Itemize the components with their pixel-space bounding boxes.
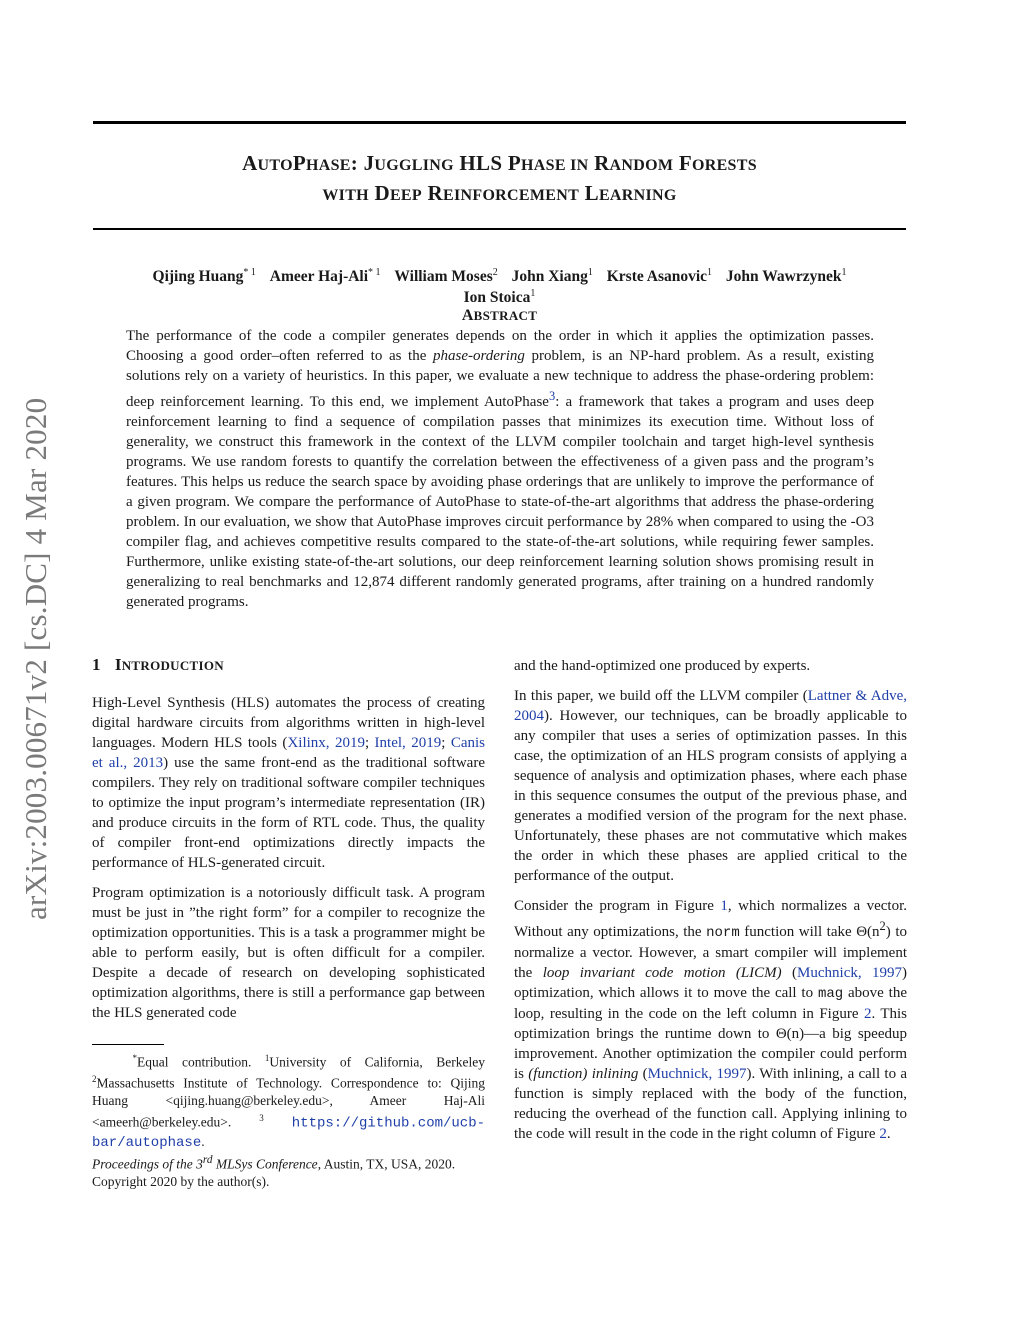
figure-ref-link[interactable]: 2 [879,1126,887,1142]
code-mag: mag [817,986,844,1002]
code-norm: norm [706,925,740,941]
author: Ion Stoica$^1$ [463,288,536,307]
figure-ref-link[interactable]: 2 [863,1006,872,1022]
intro-paragraph-3: and the hand-optimized one produced by experts. [514,658,811,674]
title-bottom-rule [93,228,906,230]
intro-paragraph-1: High-Level Synthesis (HLS) automates the process of creating digital hardware circuits from algorithms written in high-level languages. Modern HLS tools (Xilinx, 2019; Intel, 2019; Canis et al., 2013) use the same front-end as the traditional software compilers. They rely on traditional software compiler techniques to optimize the input program’s intermediate representation (IR) and produce circuits in the form of RTL code. Thus, the quality of compiler front-end optimizations directly impacts the performance of HLS-generated circuit. [92,695,485,871]
arxiv-side-stamp: arXiv:2003.00671v2 [cs.DC] 4 Mar 2020 [18,397,53,920]
abstract-body [126,326,874,612]
citation-link[interactable]: Muchnick, 1997 [647,1066,747,1082]
right-column [514,656,907,1154]
section-heading-introduction: 1 INTRODUCTION [92,655,224,674]
citation-link[interactable]: Xilinx, 2019 [287,735,365,751]
math-theta-n: Θ(n) [775,1026,805,1042]
paper-title-line-2: WITH DEEP REINFORCEMENT LEARNING [322,181,677,205]
github-link[interactable]: https://github.com/ucb-bar/autophase [92,1115,486,1151]
abstract-paragraph: The performance of the code a compiler generates depends on the order in which it applies the optimization passes. Choosing a good order–often referred to as the phase-ordering problem, is an NP-hard problem. As a result, existing solutions rely on a variety of heuristics. In this paper, we evaluate a new technique to address the phase-ordering problem: deep reinforcement learning. To this end, we implement AutoPhase$^3$: a framework that takes a program and uses deep reinforcement learning to find a sequence of compilation passes that minimizes its execution time. Without loss of generality, we construct this framework in the context of the LLVM compiler toolchain and target high-level synthesis programs. We use random forests to quantify the correlation between the effectiveness of a given pass and the program’s features. This helps us reduce the search space by avoiding phase orderings that are unlikely to improve the performance of a given program. We compare the performance of AutoPhase to state-of-the-art algorithms that address the phase-ordering problem. In our evaluation, we show that AutoPhase improves circuit performance by 28% when compared to using the -O3 compiler flag, and achieves competitive results compared to the state-of-the-art solutions, while requiring fewer samples. Furthermore, unlike existing state-of-the-art solutions, our deep reinforcement learning solution shows promising result in generalizing to real benchmarks and 12,874 different randomly generated programs, after training on a hundred randomly generated programs. [126,328,874,610]
citation-link[interactable]: Intel, 2019 [374,735,442,751]
citation-link[interactable]: Canis et al., 2013 [92,735,485,771]
author: Qijing Huang$^{* 1}$ [152,267,256,286]
intro-paragraph-4: In this paper, we build off the LLVM compiler (Lattner & Adve, 2004). However, our techniques, can be broadly applicable to any compiler that uses a series of optimization passes. In this case, the optimization of an HLS program consists of applying a sequence of analysis and optimization phases, where each phase in this sequence consumes the output of the previous phase, and generates a modified version of the program for the next phase. Unfortunately, these phases are not commutative which makes the order in which these phases are applied critical to the performance of the output. [514,688,907,884]
title-top-rule [93,121,906,124]
math-theta-n2: $\Theta(n^2)$ [856,919,891,940]
footnote-ref-3[interactable]: 3 [548,389,556,403]
citation-link[interactable]: Muchnick, 1997 [797,965,902,981]
author: Krste Asanovic$^1$ [606,267,713,286]
footnotes [92,1050,485,1152]
author: Ameer Haj-Ali$^{* 1}$ [269,267,381,286]
intro-paragraph-2: Program optimization is a notoriously difficult task. A program must be just in ”the right form” for a compiler to recognize the optimization opportunities. This is a task a programmer might be able to perform easily, but is often difficult for a compiler. Despite a decade of research on developing sophisticated optimization algorithms, there is still a performance gap between the HLS generated code [92,885,485,1021]
left-column [92,654,485,1033]
footnote-rule [92,1044,164,1045]
proceedings-text: Proceedings of the 3rd MLSys Conference, Austin, TX, USA, 2020. Copyright 2020 by the author(s). [92,1154,456,1189]
citation-link[interactable]: Lattner & Adve, 2004 [514,688,907,724]
author: William Moses$^2$ [394,267,498,286]
paper-title-line-1: AUTOPHASE: JUGGLING HLS PHASE IN RANDOM FORESTS [242,151,757,175]
proceedings-note [92,1152,485,1191]
figure-ref-link[interactable]: 1 [720,898,728,914]
abstract-heading: ABSTRACT [461,307,538,324]
author: John Xiang$^1$ [511,267,593,286]
footnote-text: *Equal contribution. $^1$University of California, Berkeley $^2$Massachusetts Institute of Technology. Correspondence to: Qijing Huang <qijing.huang@berkeley.edu>, Ameer Haj-Ali <ameerh@berkeley.edu>. $^3$ https://github.com/ucb-bar/autophase. [92,1053,486,1151]
author: John Wawrzynek$^1$ [725,267,847,286]
intro-paragraph-5: Consider the program in Figure 1, which normalizes a vector. Without any optimizations, the norm function will take $\Theta(n^2)$ to normalize a vector. However, a smart compiler will implement the loop invariant code motion (LICM) (Muchnick, 1997) optimization, which allows it to move the call to mag above the loop, resulting in the code on the left column in Figure 2. This optimization brings the runtime down to Θ(n)—a big speedup improvement. Another optimization the compiler could perform is (function) inlining (Muchnick, 1997). With inlining, a call to a function is simply replaced with the body of the function, reducing the overhead of the function call. Applying inlining to the code will result in the code in the right column of Figure 2. [514,898,908,1142]
